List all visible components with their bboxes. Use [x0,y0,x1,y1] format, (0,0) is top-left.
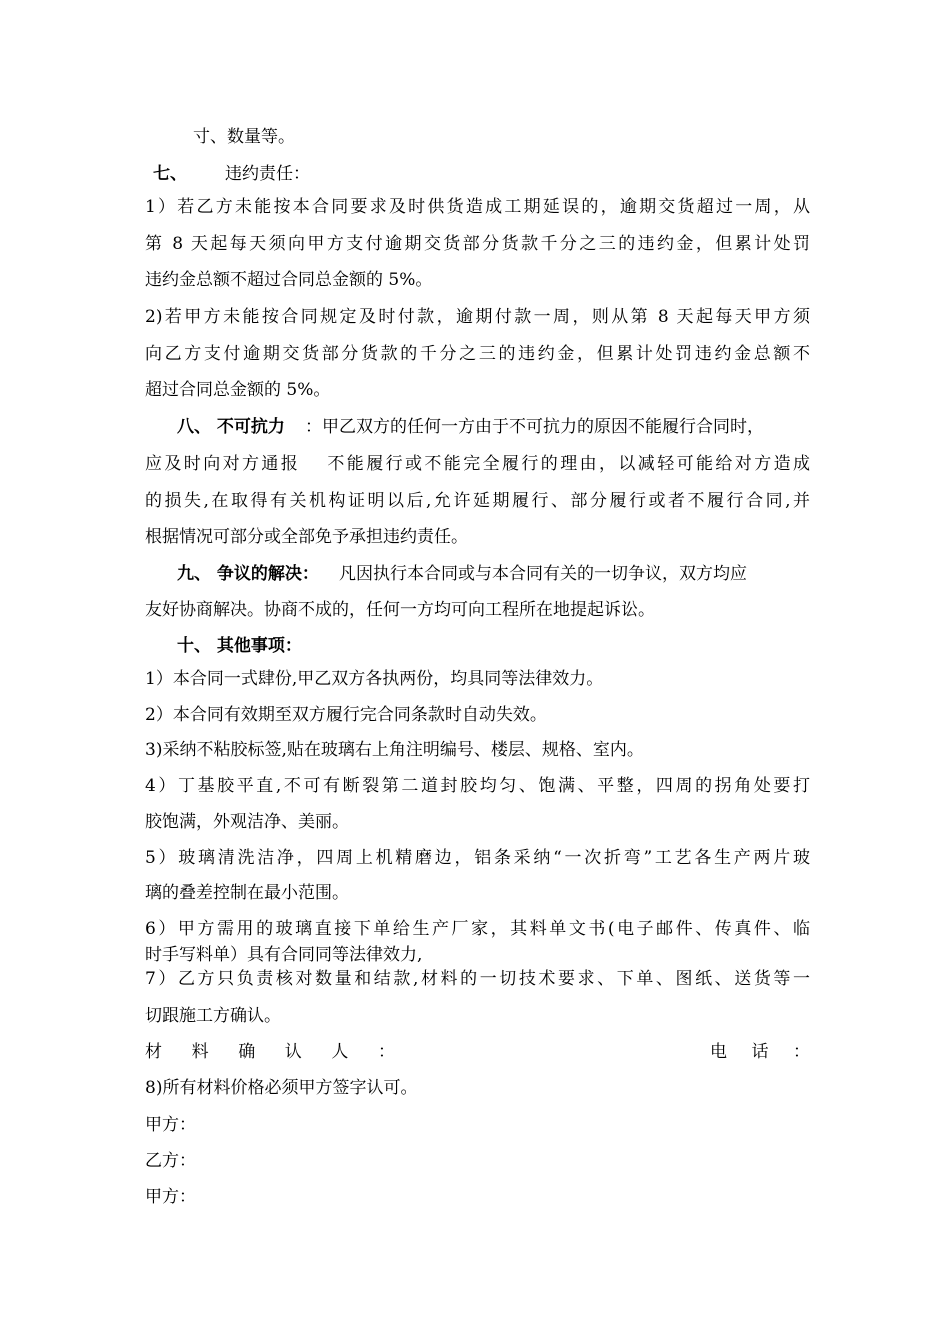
text-line: 违约金总额不超过合同总金额的 5%。 [145,270,433,290]
text-line: 6）甲方需用的玻璃直接下单给生产厂家，其料单文书(电子邮件、传真件、临 [145,919,810,939]
material-confirmer-label: 材料确认人： [145,1042,395,1062]
phone-label: 电话： [710,1042,810,1062]
section-9-heading: 九、 争议的解决： [177,564,319,584]
text-line: 1）本合同一式肆份,甲乙双方各执两份，均具同等法律效力。 [145,669,604,689]
section-7-number: 七、 [153,164,187,184]
text-line: 胶饱满，外观洁净、美丽。 [145,812,349,832]
text-line: 8)所有材料价格必须甲方签字认可。 [145,1078,418,1098]
text-line: 友好协商解决。协商不成的，任何一方均可向工程所在地提起诉讼。 [145,600,655,620]
section-10-heading: 十、 其他事项： [177,636,302,656]
text-line: 2)若甲方未能按合同规定及时付款，逾期付款一周，则从第 8 天起每天甲方须 [145,307,810,327]
text-line: 根据情况可部分或全部免予承担违约责任。 [145,527,468,547]
text-line: 的损失,在取得有关机构证明以后,允许延期履行、部分履行或者不履行合同,并 [145,491,810,511]
text-line: 寸、数量等。 [193,127,295,147]
text-line: 2）本合同有效期至双方履行完合同条款时自动失效。 [145,705,547,725]
section-8-heading: 八、 不可抗力 [177,417,285,437]
text-line: 3)采纳不粘胶标签,贴在玻璃右上角注明编号、楼层、规格、室内。 [145,740,644,760]
section-8-text: ：甲乙双方的任何一方由于不可抗力的原因不能履行合同时， [305,417,764,437]
text-line: 5）玻璃清洗洁净，四周上机精磨边，铝条采纳“一次折弯”工艺各生产两片玻 [145,848,810,868]
party-b-signature-label: 乙方： [145,1151,196,1171]
text-line: 切跟施工方确认。 [145,1006,281,1026]
text-line: 璃的叠差控制在最小范围。 [145,883,349,903]
text-line: 超过合同总金额的 5%。 [145,380,331,400]
party-a-signature-label: 甲方： [145,1187,196,1207]
text-line: 4）丁基胶平直,不可有断裂第二道封胶均匀、饱满、平整，四周的拐角处要打 [145,776,810,796]
text-line: 应及时向对方通报 不能履行或不能完全履行的理由，以减轻可能给对方造成 [145,454,810,474]
text-line: 1）若乙方未能按本合同要求及时供货造成工期延误的，逾期交货超过一周，从 [145,197,810,217]
text-line: 向乙方支付逾期交货部分货款的千分之三的违约金，但累计处罚违约金总额不 [145,344,810,364]
section-7-title: 违约责任： [225,164,310,184]
section-9-text: 凡因执行本合同或与本合同有关的一切争议，双方均应 [339,564,747,584]
text-line: 7）乙方只负责核对数量和结款,材料的一切技术要求、下单、图纸、送货等一 [145,969,810,989]
party-a-signature-label: 甲方： [145,1115,196,1135]
text-line: 第 8 天起每天须向甲方支付逾期交货部分货款千分之三的违约金，但累计处罚 [145,234,810,254]
text-line: 时手写料单）具有合同同等法律效力, [145,945,423,965]
